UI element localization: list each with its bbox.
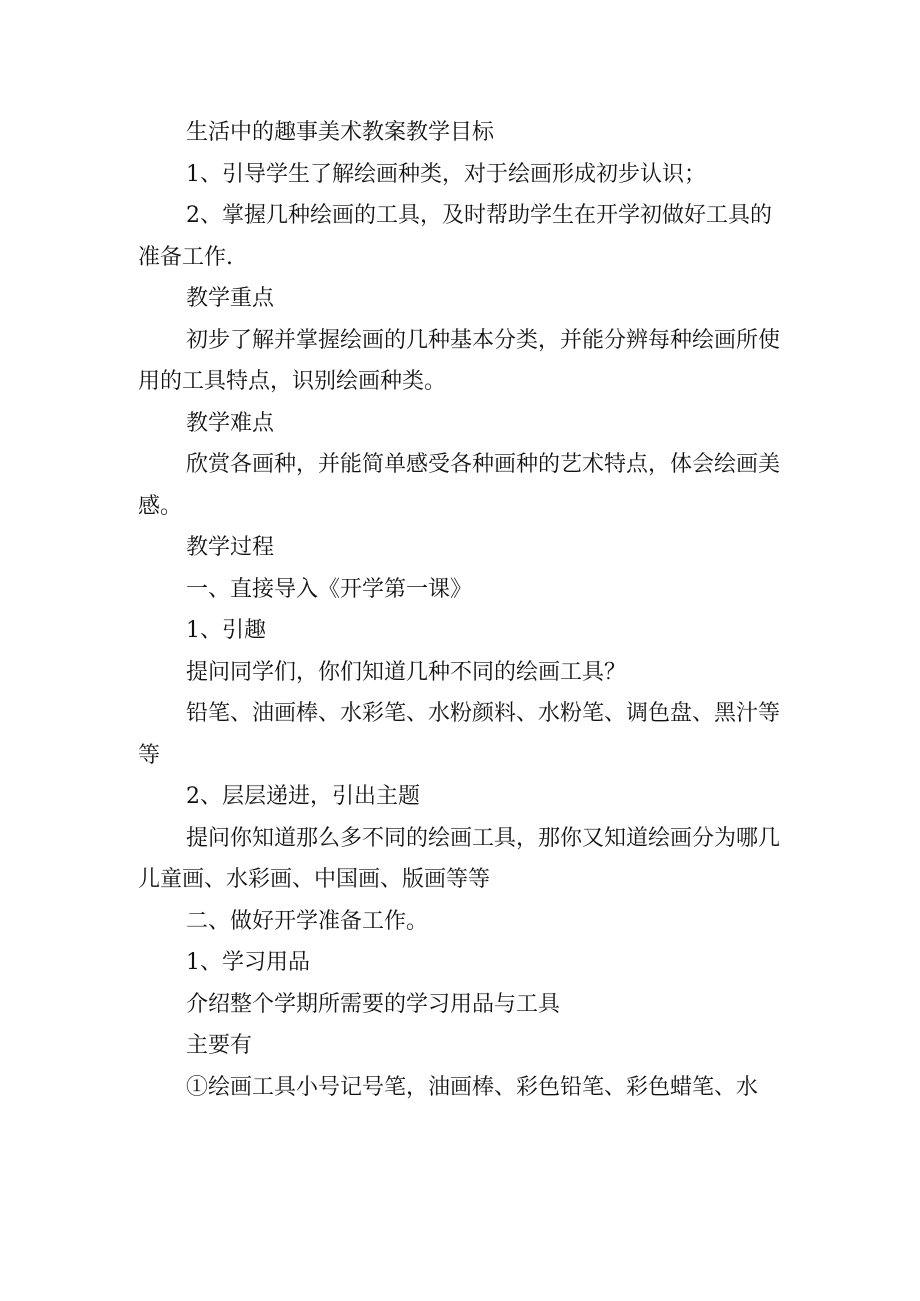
process-question-2: 提问你知道那么多不同的绘画工具，那你又知道绘画分为哪几儿童画、水彩画、中国画、版画等等 — [138, 825, 781, 892]
section-heading-process: 教学过程 — [186, 535, 275, 560]
supplies-item-1: ①绘画工具小号记号笔，油画棒、彩色铅笔、彩色蜡笔、水 — [186, 1074, 759, 1100]
process-step-2-heading: 二、做好开学准备工作。 — [186, 908, 429, 934]
doc-title: 生活中的趣事美术教案教学目标 — [186, 120, 495, 145]
process-step-1-heading: 一、直接导入《开学第一课》 — [186, 576, 473, 602]
difficulties-text: 欣赏各画种，并能简单感受各种画种的艺术特点，体会绘画美感。 — [138, 452, 781, 519]
key-points-text: 初步了解并掌握绘画的几种基本分类，并能分辨每种绘画所使用的工具特点，识别绘画种类。 — [138, 327, 781, 394]
supplies-intro: 介绍整个学期所需要的学习用品与工具 — [186, 991, 561, 1017]
process-question: 提问同学们，你们知道几种不同的绘画工具？ — [186, 659, 627, 685]
supplies-heading: 1、学习用品 — [186, 950, 310, 975]
document-body — [138, 112, 790, 1108]
process-substep-1: 1、引趣 — [186, 618, 266, 643]
section-heading-key-points: 教学重点 — [186, 286, 275, 311]
objective-item-2: 2、掌握几种绘画的工具，及时帮助学生在开学初做好工具的准备工作. — [138, 203, 772, 270]
supplies-main-label: 主要有 — [186, 1033, 253, 1058]
process-substep-2: 2、层层递进，引出主题 — [186, 784, 420, 809]
tools-list: 铅笔、油画棒、水彩笔、水粉颜料、水粉笔、调色盘、黑汁等等 — [138, 701, 781, 768]
section-heading-difficulties: 教学难点 — [186, 410, 275, 436]
objective-item-1: 1、引导学生了解绘画种类，对于绘画形成初步认识； — [186, 161, 706, 187]
